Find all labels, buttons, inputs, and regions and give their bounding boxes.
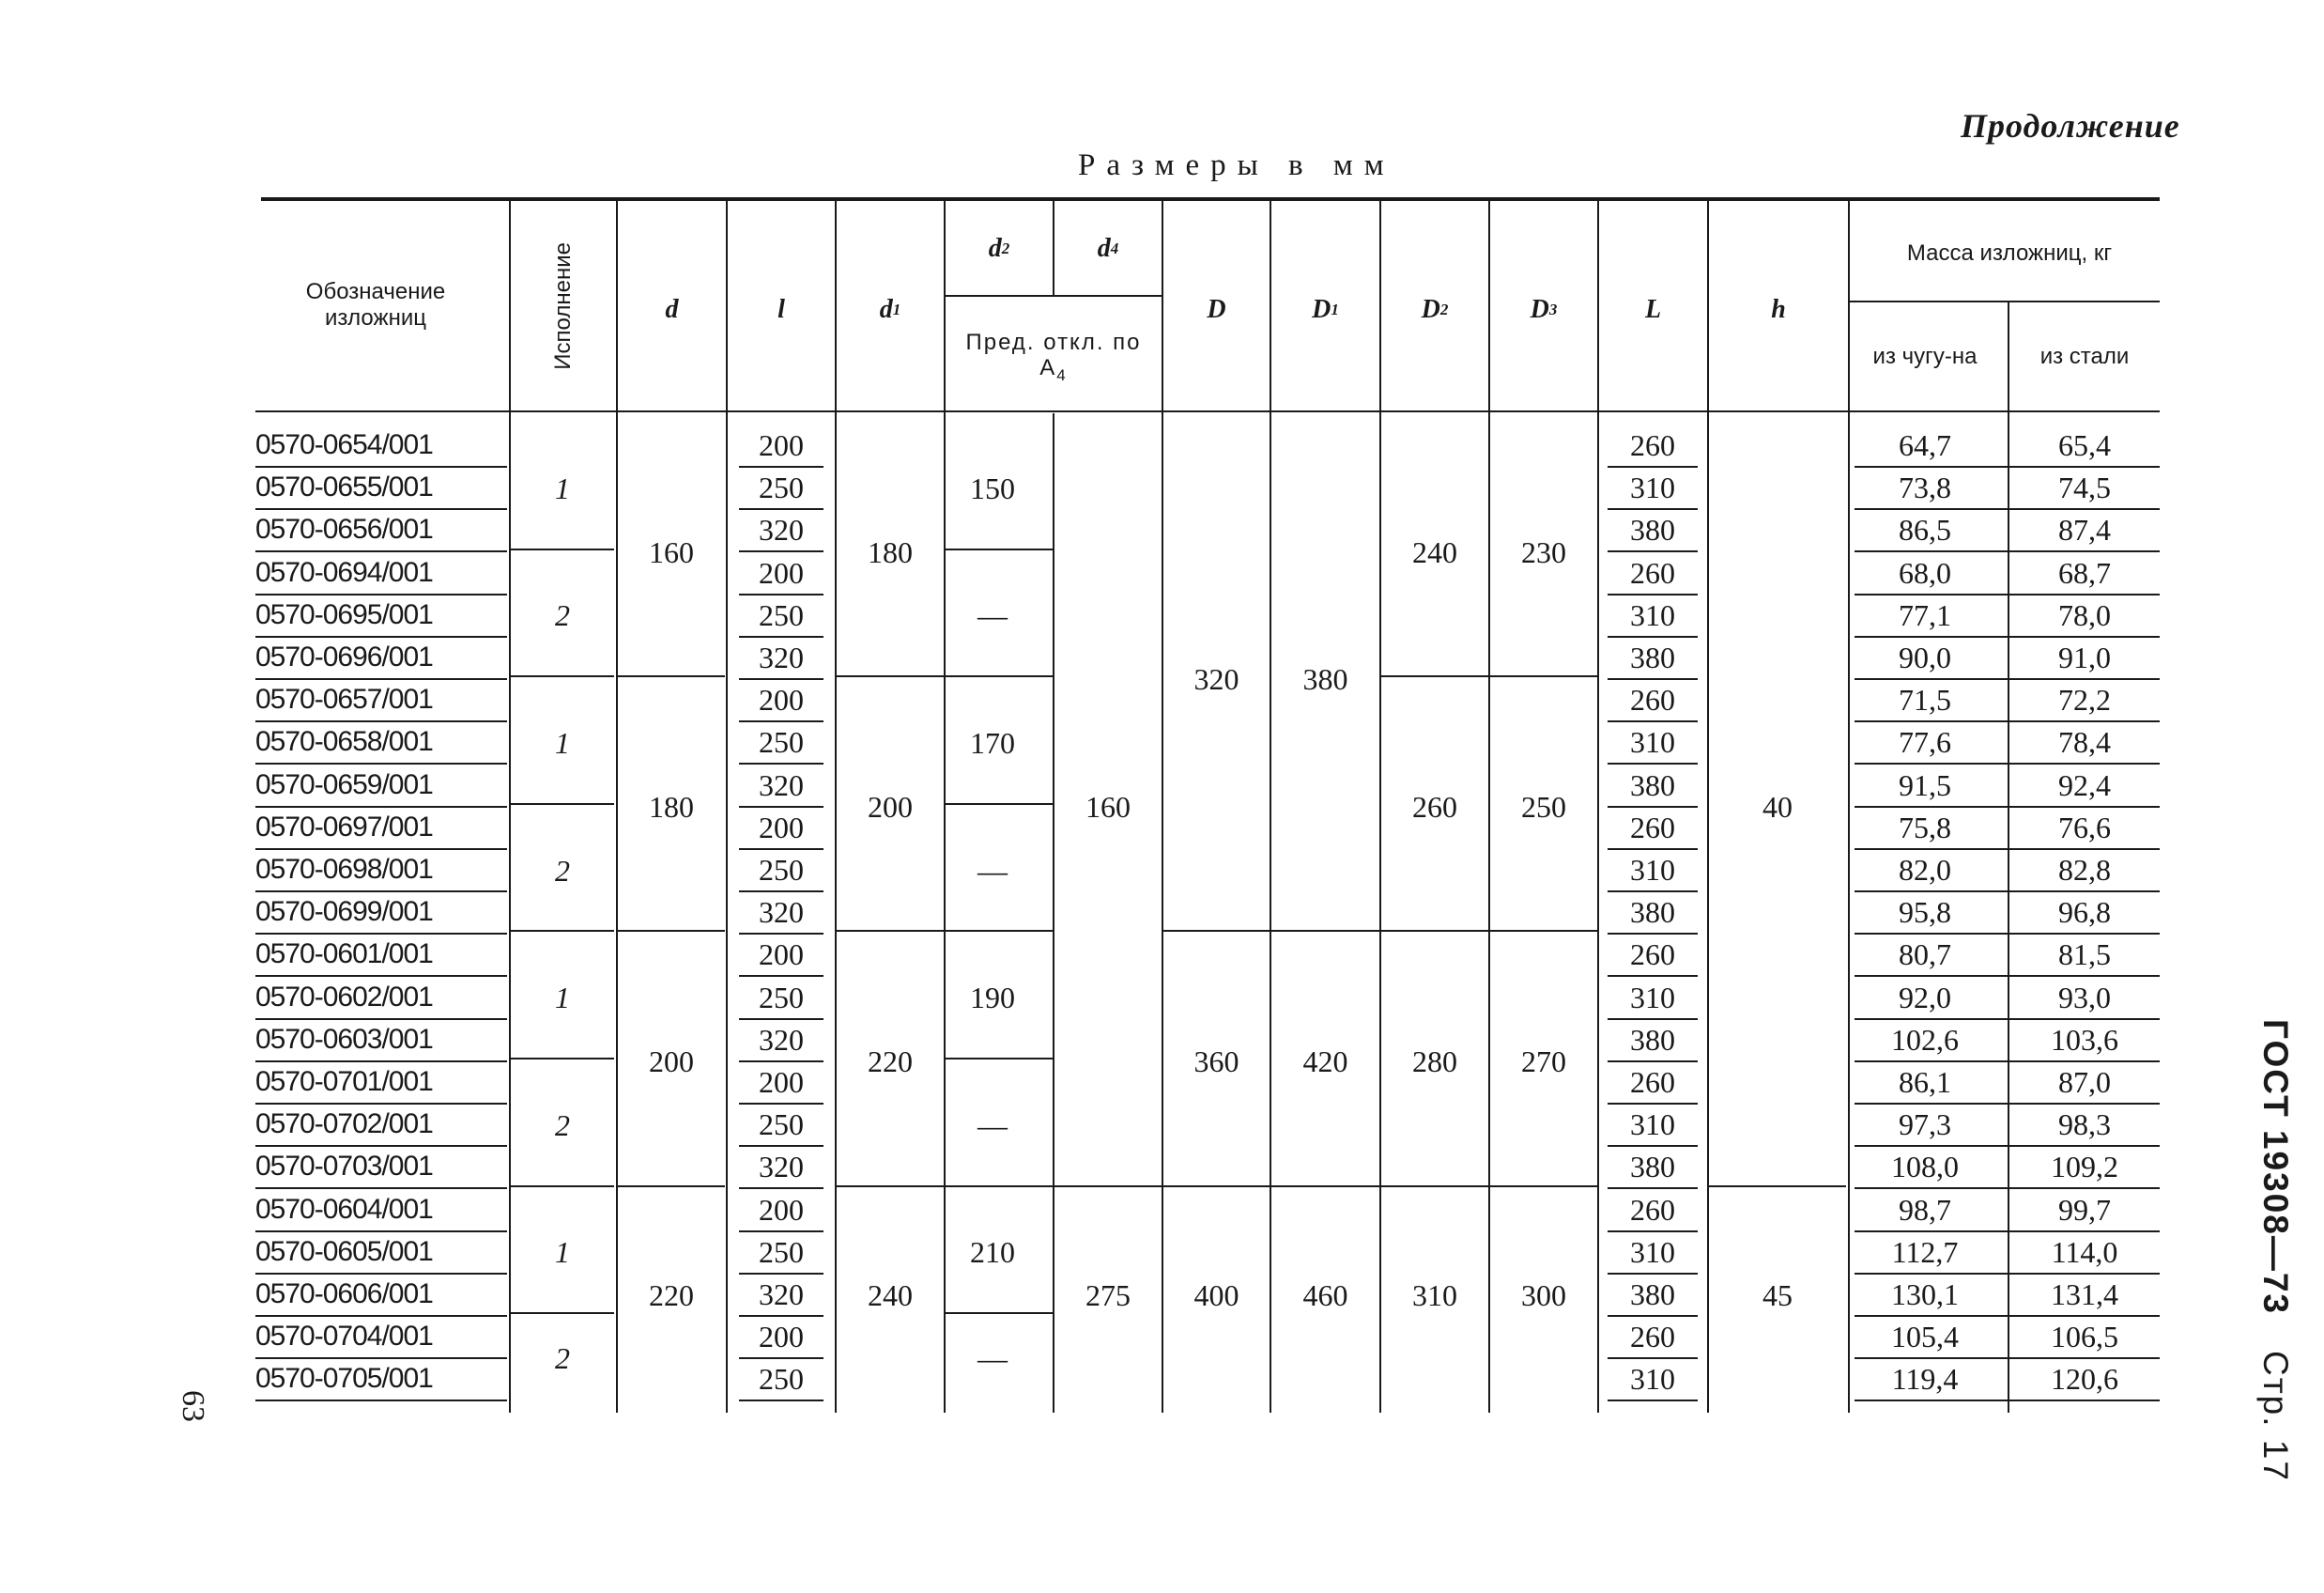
mass-steel-cell: 131,4 [2051, 1277, 2118, 1311]
mass-iron-cell: 112,7 [1891, 1234, 1959, 1269]
version-cell: 1 [555, 1235, 570, 1270]
header-designation: Обозначение изложниц [305, 279, 446, 331]
D-group-rule [1163, 930, 1270, 932]
d4-group-rule [1054, 1185, 1162, 1187]
header-d2 [946, 225, 1053, 272]
mass-steel-cell: 78,4 [2058, 725, 2111, 760]
D2-cell: 280 [1412, 1044, 1457, 1078]
l-cell: 200 [759, 1192, 804, 1227]
l-cell: 320 [759, 513, 804, 548]
D2-cell: 260 [1412, 789, 1457, 824]
row-rule [255, 1400, 507, 1401]
l-cell: 250 [759, 597, 804, 632]
L-cell: 310 [1630, 471, 1675, 505]
l-cell: 250 [759, 1107, 804, 1142]
d1-cell: 200 [868, 789, 913, 824]
mass-iron-cell: 75,8 [1899, 810, 1951, 844]
d2-cell: — [977, 853, 1008, 888]
L-cell: 260 [1630, 683, 1675, 718]
version-cell: 2 [555, 1107, 570, 1142]
l-cell: 200 [759, 937, 804, 972]
mass-iron-cell: 71,5 [1899, 683, 1951, 718]
header-l: l [777, 294, 785, 324]
l-cell: 200 [759, 428, 804, 462]
L-cell: 260 [1630, 937, 1675, 972]
d-group-rule [618, 1185, 725, 1187]
mass-steel-cell: 72,2 [2058, 683, 2111, 718]
d2-group-rule [946, 675, 1053, 677]
d2-cell: 210 [970, 1235, 1015, 1270]
l-cell: 320 [759, 895, 804, 930]
D-cell: 400 [1193, 1277, 1239, 1312]
L-cell: 380 [1630, 1022, 1675, 1057]
mass-steel-cell: 120,6 [2051, 1362, 2118, 1397]
version-cell: 2 [555, 598, 570, 633]
version-cell: 1 [555, 981, 570, 1015]
mass-iron-cell: 80,7 [1899, 937, 1951, 972]
d4-cell: 160 [1085, 789, 1131, 824]
L-cell: 310 [1630, 980, 1675, 1014]
L-cell: 380 [1630, 641, 1675, 674]
version-cell: 1 [555, 726, 570, 760]
header-mass-steel: из стали [2039, 344, 2130, 370]
designation-cell: 0570-0696/001 [255, 642, 433, 673]
gost-side-label [2255, 1019, 2295, 1482]
D3-cell: 270 [1521, 1044, 1566, 1078]
mass-steel-cell: 93,0 [2058, 980, 2111, 1014]
L-cell: 310 [1630, 1107, 1675, 1142]
header-D1-letter: D [1312, 294, 1331, 324]
D3-group-rule [1490, 1185, 1597, 1187]
header-subrule-mass [1848, 301, 2160, 302]
designation-cell: 0570-0604/001 [255, 1193, 433, 1225]
header-version [511, 203, 616, 410]
d2-cell: 190 [970, 981, 1015, 1015]
mass-iron-cell: 102,6 [1891, 1022, 1959, 1057]
mass-iron-cell: 130,1 [1891, 1277, 1959, 1311]
L-cell: 260 [1630, 428, 1675, 462]
d1-cell: 180 [868, 534, 913, 569]
column-divider [1597, 201, 1599, 1413]
d2-group-rule [946, 1185, 1053, 1187]
d-group-rule [618, 930, 725, 932]
header-d4 [1054, 225, 1162, 272]
d-cell: 180 [649, 789, 694, 824]
version-group-rule [511, 803, 614, 805]
row-rule [1608, 1400, 1698, 1401]
L-cell: 310 [1630, 725, 1675, 760]
mass-steel-cell: 109,2 [2051, 1150, 2118, 1184]
header-d: d [665, 294, 679, 324]
header-version-text: Исполнение [550, 242, 577, 370]
header-D3 [1490, 282, 1597, 338]
L-cell: 260 [1630, 1065, 1675, 1099]
designation-cell: 0570-0694/001 [255, 556, 433, 588]
mass-iron-cell: 90,0 [1899, 641, 1951, 674]
designation-cell: 0570-0602/001 [255, 981, 433, 1013]
header-D2 [1381, 282, 1488, 338]
mass-steel-cell: 99,7 [2058, 1192, 2111, 1227]
designation-cell: 0570-0601/001 [255, 938, 433, 970]
header-d4-sub: 4 [1110, 240, 1119, 258]
version-group-rule [511, 1058, 614, 1059]
designation-cell: 0570-0657/001 [255, 684, 433, 716]
mass-steel-cell: 114,0 [2051, 1234, 2118, 1269]
designation-cell: 0570-0603/001 [255, 1023, 433, 1055]
mass-steel-cell: 81,5 [2058, 937, 2111, 972]
designation-cell: 0570-0659/001 [255, 768, 433, 800]
header-d4-letter: d [1097, 233, 1111, 263]
units-caption: Размеры в мм [1078, 148, 1395, 182]
header-D: D [1207, 294, 1226, 324]
l-cell: 200 [759, 683, 804, 718]
header-D3-letter: D [1530, 294, 1549, 324]
l-cell: 200 [759, 1065, 804, 1099]
L-cell: 380 [1630, 1150, 1675, 1184]
row-rule [1855, 1400, 2160, 1401]
designation-cell: 0570-0656/001 [255, 514, 433, 546]
version-group-rule [511, 1185, 614, 1187]
designation-cell: 0570-0654/001 [255, 429, 433, 460]
l-cell: 320 [759, 767, 804, 802]
designation-cell: 0570-0658/001 [255, 726, 433, 758]
D-cell: 360 [1193, 1044, 1239, 1078]
gost-page: Стр. 17 [2256, 1351, 2295, 1483]
mass-iron-cell: 77,6 [1899, 725, 1951, 760]
designation-cell: 0570-0606/001 [255, 1278, 433, 1309]
column-divider [1848, 201, 1850, 1413]
designation-cell: 0570-0697/001 [255, 811, 433, 843]
mass-iron-cell: 86,1 [1899, 1065, 1951, 1099]
d2-group-rule [946, 549, 1053, 550]
designation-cell: 0570-0701/001 [255, 1066, 433, 1097]
header-D3-sub: 3 [1548, 301, 1558, 319]
D1-cell: 380 [1302, 662, 1348, 697]
l-cell: 320 [759, 641, 804, 674]
L-cell: 310 [1630, 1362, 1675, 1397]
d2-group-rule [946, 1058, 1053, 1059]
mass-iron-cell: 98,7 [1899, 1192, 1951, 1227]
D2-group-rule [1381, 675, 1488, 677]
d4-cell: 275 [1085, 1277, 1131, 1312]
header-tolerance-text [948, 330, 1159, 385]
L-cell: 260 [1630, 1192, 1675, 1227]
mass-iron-cell: 105,4 [1891, 1320, 1959, 1354]
D2-group-rule [1381, 930, 1488, 932]
mass-steel-cell: 87,4 [2058, 513, 2111, 548]
l-cell: 250 [759, 1362, 804, 1397]
L-cell: 260 [1630, 1320, 1675, 1354]
l-cell: 200 [759, 810, 804, 844]
D3-cell: 250 [1521, 789, 1566, 824]
D-cell: 320 [1193, 662, 1239, 697]
designation-cell: 0570-0605/001 [255, 1235, 433, 1267]
header-d2-letter: d [988, 233, 1002, 263]
D3-group-rule [1490, 675, 1597, 677]
d1-group-rule [837, 1185, 944, 1187]
mass-steel-cell: 103,6 [2051, 1022, 2118, 1057]
version-group-rule [511, 930, 614, 932]
version-cell: 2 [555, 1341, 570, 1376]
l-cell: 250 [759, 853, 804, 887]
header-tolerance-label: Пред. откл. по A [965, 329, 1142, 381]
designation-cell: 0570-0704/001 [255, 1321, 433, 1353]
header-L: L [1644, 294, 1662, 324]
D-group-rule [1163, 1185, 1270, 1187]
column-divider [1053, 413, 1054, 1413]
d-cell: 220 [649, 1277, 694, 1312]
header-d1-sub: 1 [892, 301, 901, 319]
D2-cell: 240 [1412, 534, 1457, 569]
D1-cell: 460 [1302, 1277, 1348, 1312]
mass-iron-cell: 68,0 [1899, 555, 1951, 590]
column-divider [726, 201, 728, 1413]
page-number: 63 [176, 1390, 210, 1422]
d-group-rule [618, 675, 725, 677]
mass-iron-cell: 82,0 [1899, 853, 1951, 887]
mass-iron-cell: 86,5 [1899, 513, 1951, 548]
h-cell: 45 [1762, 1277, 1793, 1312]
d-cell: 200 [649, 1044, 694, 1078]
mass-steel-cell: 98,3 [2058, 1107, 2111, 1142]
d1-cell: 240 [868, 1277, 913, 1312]
D2-cell: 310 [1412, 1277, 1457, 1312]
D3-cell: 230 [1521, 534, 1566, 569]
designation-cell: 0570-0698/001 [255, 854, 433, 885]
D1-cell: 420 [1302, 1044, 1348, 1078]
designation-cell: 0570-0705/001 [255, 1363, 433, 1395]
mass-steel-cell: 76,6 [2058, 810, 2111, 844]
d1-group-rule [837, 675, 944, 677]
header-D1-sub: 1 [1331, 301, 1339, 319]
L-cell: 260 [1630, 555, 1675, 590]
header-d1-letter: d [879, 294, 893, 324]
designation-cell: 0570-0699/001 [255, 896, 433, 928]
header-mass: Масса изложниц, кг [1906, 240, 2113, 267]
L-cell: 380 [1630, 513, 1675, 548]
l-cell: 250 [759, 1234, 804, 1269]
D3-group-rule [1490, 930, 1597, 932]
mass-steel-cell: 65,4 [2058, 428, 2111, 462]
header-h: h [1771, 294, 1786, 324]
header-D1 [1271, 282, 1379, 338]
l-cell: 200 [759, 555, 804, 590]
mass-iron-cell: 73,8 [1899, 471, 1951, 505]
D2-group-rule [1381, 1185, 1488, 1187]
mass-steel-cell: 82,8 [2058, 853, 2111, 887]
mass-steel-cell: 68,7 [2058, 555, 2111, 590]
version-group-rule [511, 549, 614, 550]
l-cell: 320 [759, 1022, 804, 1057]
L-cell: 380 [1630, 1277, 1675, 1311]
mass-steel-cell: 91,0 [2058, 641, 2111, 674]
header-tolerance-sub: 4 [1056, 365, 1068, 384]
table-top-rule [261, 197, 2160, 201]
l-cell: 250 [759, 471, 804, 505]
gost-standard: ГОСТ 19308—73 [2256, 1019, 2295, 1315]
l-cell: 250 [759, 725, 804, 760]
designation-cell: 0570-0703/001 [255, 1151, 433, 1183]
column-divider [2008, 302, 2009, 1413]
mass-iron-cell: 119,4 [1891, 1362, 1959, 1397]
version-cell: 2 [555, 853, 570, 888]
D1-group-rule [1271, 1185, 1379, 1187]
L-cell: 380 [1630, 767, 1675, 802]
l-cell: 250 [759, 980, 804, 1014]
version-group-rule [511, 1312, 614, 1314]
column-divider [1162, 201, 1163, 1413]
mass-steel-cell: 78,0 [2058, 597, 2111, 632]
header-subrule-d2-d4 [944, 295, 1162, 297]
mass-steel-cell: 106,5 [2051, 1320, 2118, 1354]
d1-cell: 220 [868, 1044, 913, 1078]
d2-cell: 150 [970, 471, 1015, 505]
mass-steel-cell: 92,4 [2058, 767, 2111, 802]
row-rule [739, 1400, 823, 1401]
header-d1 [837, 282, 944, 338]
mass-iron-cell: 64,7 [1899, 428, 1951, 462]
mass-iron-cell: 91,5 [1899, 767, 1951, 802]
l-cell: 320 [759, 1150, 804, 1184]
header-D2-sub: 2 [1439, 301, 1449, 319]
D1-group-rule [1271, 930, 1379, 932]
d1-group-rule [837, 930, 944, 932]
continuation-label: Продолжение [1961, 107, 2180, 145]
mass-steel-cell: 74,5 [2058, 471, 2111, 505]
L-cell: 310 [1630, 1234, 1675, 1269]
mass-iron-cell: 77,1 [1899, 597, 1951, 632]
d2-cell: 170 [970, 726, 1015, 760]
version-group-rule [511, 675, 614, 677]
l-cell: 320 [759, 1277, 804, 1311]
designation-cell: 0570-0655/001 [255, 472, 433, 503]
D3-cell: 300 [1521, 1277, 1566, 1312]
L-cell: 380 [1630, 895, 1675, 930]
header-tolerance [948, 319, 1159, 394]
d2-cell: — [977, 1341, 1008, 1376]
d2-group-rule [946, 1312, 1053, 1314]
designation-cell: 0570-0695/001 [255, 598, 433, 630]
mass-iron-cell: 92,0 [1899, 980, 1951, 1014]
d-cell: 160 [649, 534, 694, 569]
header-D2-letter: D [1421, 294, 1440, 324]
designation-cell: 0570-0702/001 [255, 1108, 433, 1140]
d2-group-rule [946, 803, 1053, 805]
header-d2-sub: 2 [1001, 240, 1010, 258]
mass-iron-cell: 97,3 [1899, 1107, 1951, 1142]
h-cell: 40 [1762, 789, 1793, 824]
mass-iron-cell: 95,8 [1899, 895, 1951, 930]
d2-cell: — [977, 1107, 1008, 1142]
header-bottom-rule [255, 410, 2160, 412]
l-cell: 200 [759, 1320, 804, 1354]
d2-group-rule [946, 930, 1053, 932]
h-group-rule [1709, 1185, 1846, 1187]
L-cell: 260 [1630, 810, 1675, 844]
mass-steel-cell: 87,0 [2058, 1065, 2111, 1099]
header-mass-iron: из чугу-на [1872, 344, 1978, 370]
mass-steel-cell: 96,8 [2058, 895, 2111, 930]
L-cell: 310 [1630, 597, 1675, 632]
d2-cell: — [977, 598, 1008, 633]
column-divider [1270, 201, 1271, 1413]
version-cell: 1 [555, 471, 570, 505]
L-cell: 310 [1630, 853, 1675, 887]
mass-iron-cell: 108,0 [1891, 1150, 1959, 1184]
